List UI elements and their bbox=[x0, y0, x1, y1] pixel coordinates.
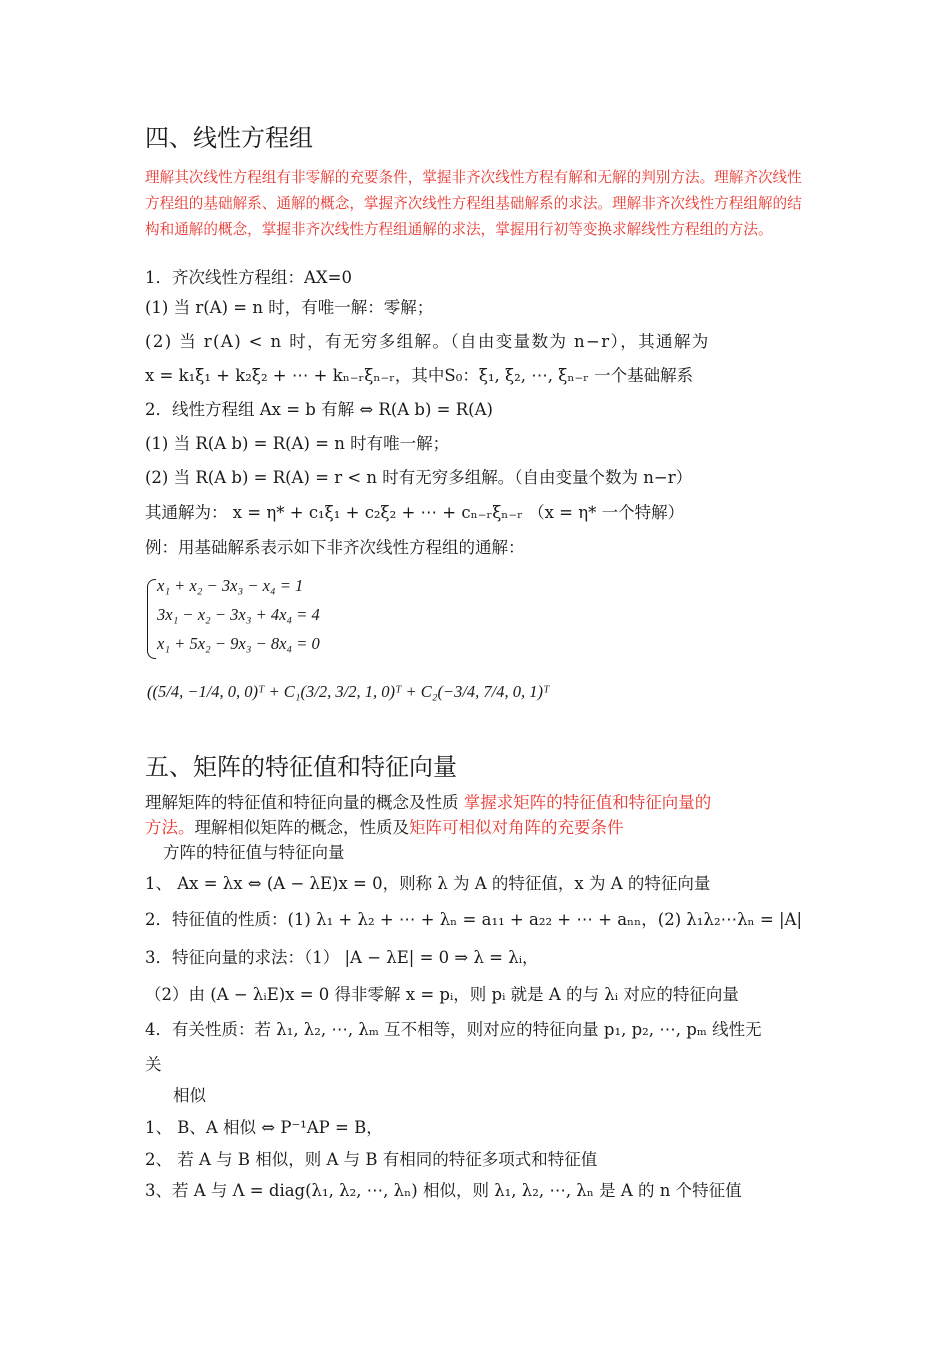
line-independence: 4．有关性质：若 λ₁, λ₂, ⋯, λₘ 互不相等，则对应的特征向量 p₁, p₂, ⋯, pₘ 线性无 bbox=[145, 1020, 762, 1039]
line-eigen-definition: 1、 Ax = λx ⇔ (A − λE)x = 0，则称 λ 为 A 的特征值，x 为 A 的特征向量 bbox=[145, 874, 711, 893]
line-general-solution-homogeneous: x = k₁ξ₁ + k₂ξ₂ + ⋯ + kₙ₋ᵣξₙ₋ᵣ，其中S₀：ξ₁, ξ₂, ⋯, ξₙ₋ᵣ 一个基础解系 bbox=[145, 366, 694, 385]
req-red-2: 方法。 bbox=[145, 818, 195, 837]
line-independence-cont: 关 bbox=[145, 1055, 162, 1074]
section5-requirement-line2 bbox=[145, 818, 624, 838]
line-eigen-properties: 2．特征值的性质：(1) λ₁ + λ₂ + ⋯ + λₙ = a₁₁ + a₂₂ + ⋯ + aₙₙ，(2) λ₁λ₂⋯λₙ = |A| bbox=[145, 910, 803, 929]
example-answer: ((5/4, −1/4, 0, 0)ᵀ + C₁(3/2, 3/2, 1, 0)ᵀ + C₂(−3/4, 7/4, 0, 1)ᵀ bbox=[147, 682, 550, 701]
section5-heading: 五、矩阵的特征值和特征向量 bbox=[145, 753, 457, 781]
line-general-solution-nonhomogeneous: 其通解为： x = η* + c₁ξ₁ + c₂ξ₂ + ⋯ + cₙ₋ᵣξₙ₋ᵣ （x = η* 一个特解） bbox=[145, 503, 685, 522]
req-red-1: 掌握求矩阵的特征值和特征向量的 bbox=[463, 793, 712, 812]
line-infinite-solutions: (2) 当 r(A) < n 时，有无穷多组解。（自由变量数为 n−r），其通解为 bbox=[145, 332, 710, 351]
line-solvability-condition: 2．线性方程组 Ax = b 有解 ⇔ R(A b) = R(A) bbox=[145, 400, 493, 419]
section4-requirement: 理解其次线性方程组有非零解的充要条件，掌握非齐次线性方程有解和无解的判别方法。理解齐次线性方程组的基础解系、通解的概念，掌握齐次线性方程组基础解系的求法。理解非齐次线性方程组解的结构和通解的概念，掌握非齐次线性方程组通解的求法，掌握用行初等变换求解线性方程组的方法。 bbox=[145, 169, 802, 238]
line-similarity-diagonal: 3、若 A 与 Λ = diag(λ₁, λ₂, ⋯, λₙ) 相似，则 λ₁, λ₂, ⋯, λₙ 是 A 的 n 个特征值 bbox=[145, 1181, 742, 1200]
line-eigenvector-method: 3．特征向量的求法：（1） |A − λE| = 0 ⇒ λ = λᵢ， bbox=[145, 948, 539, 967]
equation-2: 3x₁ − x₂ − 3x₃ + 4x₄ = 4 bbox=[157, 605, 320, 624]
equation-1: x₁ + x₂ − 3x₃ − x₄ = 1 bbox=[157, 576, 304, 595]
line-infinite-solutions-nonhomogeneous: (2) 当 R(A b) = R(A) = r < n 时有无穷多组解。（自由变量个数为 n−r） bbox=[145, 468, 693, 487]
req-black-2: 理解相似矩阵的概念，性质及 bbox=[194, 818, 409, 837]
line-unique-solution: (1) 当 R(A b) = R(A) = n 时有唯一解； bbox=[145, 434, 450, 453]
system-brace bbox=[147, 579, 156, 659]
req-red-3: 矩阵可相似对角阵的充要条件 bbox=[409, 818, 624, 837]
line-unique-zero-solution: (1) 当 r(A) = n 时，有唯一解：零解； bbox=[145, 298, 434, 317]
subheading-similarity: 相似 bbox=[173, 1086, 206, 1105]
equation-3: x₁ + 5x₂ − 9x₃ − 8x₄ = 0 bbox=[157, 634, 320, 653]
line-similarity-property: 2、 若 A 与 B 相似，则 A 与 B 有相同的特征多项式和特征值 bbox=[145, 1150, 598, 1169]
line-homogeneous-system: 1．齐次线性方程组：AX=0 bbox=[145, 268, 352, 287]
subheading-eigen: 方阵的特征值与特征向量 bbox=[163, 843, 345, 862]
req-black-1: 理解矩阵的特征值和特征向量的概念及性质 bbox=[145, 793, 464, 812]
line-eigenvector-solve: （2）由 (A − λᵢE)x = 0 得非零解 x = pᵢ，则 pᵢ 就是 A 的与 λᵢ 对应的特征向量 bbox=[145, 985, 739, 1004]
line-similarity-definition: 1、 B、A 相似 ⇔ P⁻¹AP = B， bbox=[145, 1118, 383, 1137]
line-example-intro: 例：用基础解系表示如下非齐次线性方程组的通解： bbox=[145, 538, 525, 557]
section5-requirement-line1 bbox=[145, 793, 711, 813]
section4-heading: 四、线性方程组 bbox=[145, 124, 313, 152]
